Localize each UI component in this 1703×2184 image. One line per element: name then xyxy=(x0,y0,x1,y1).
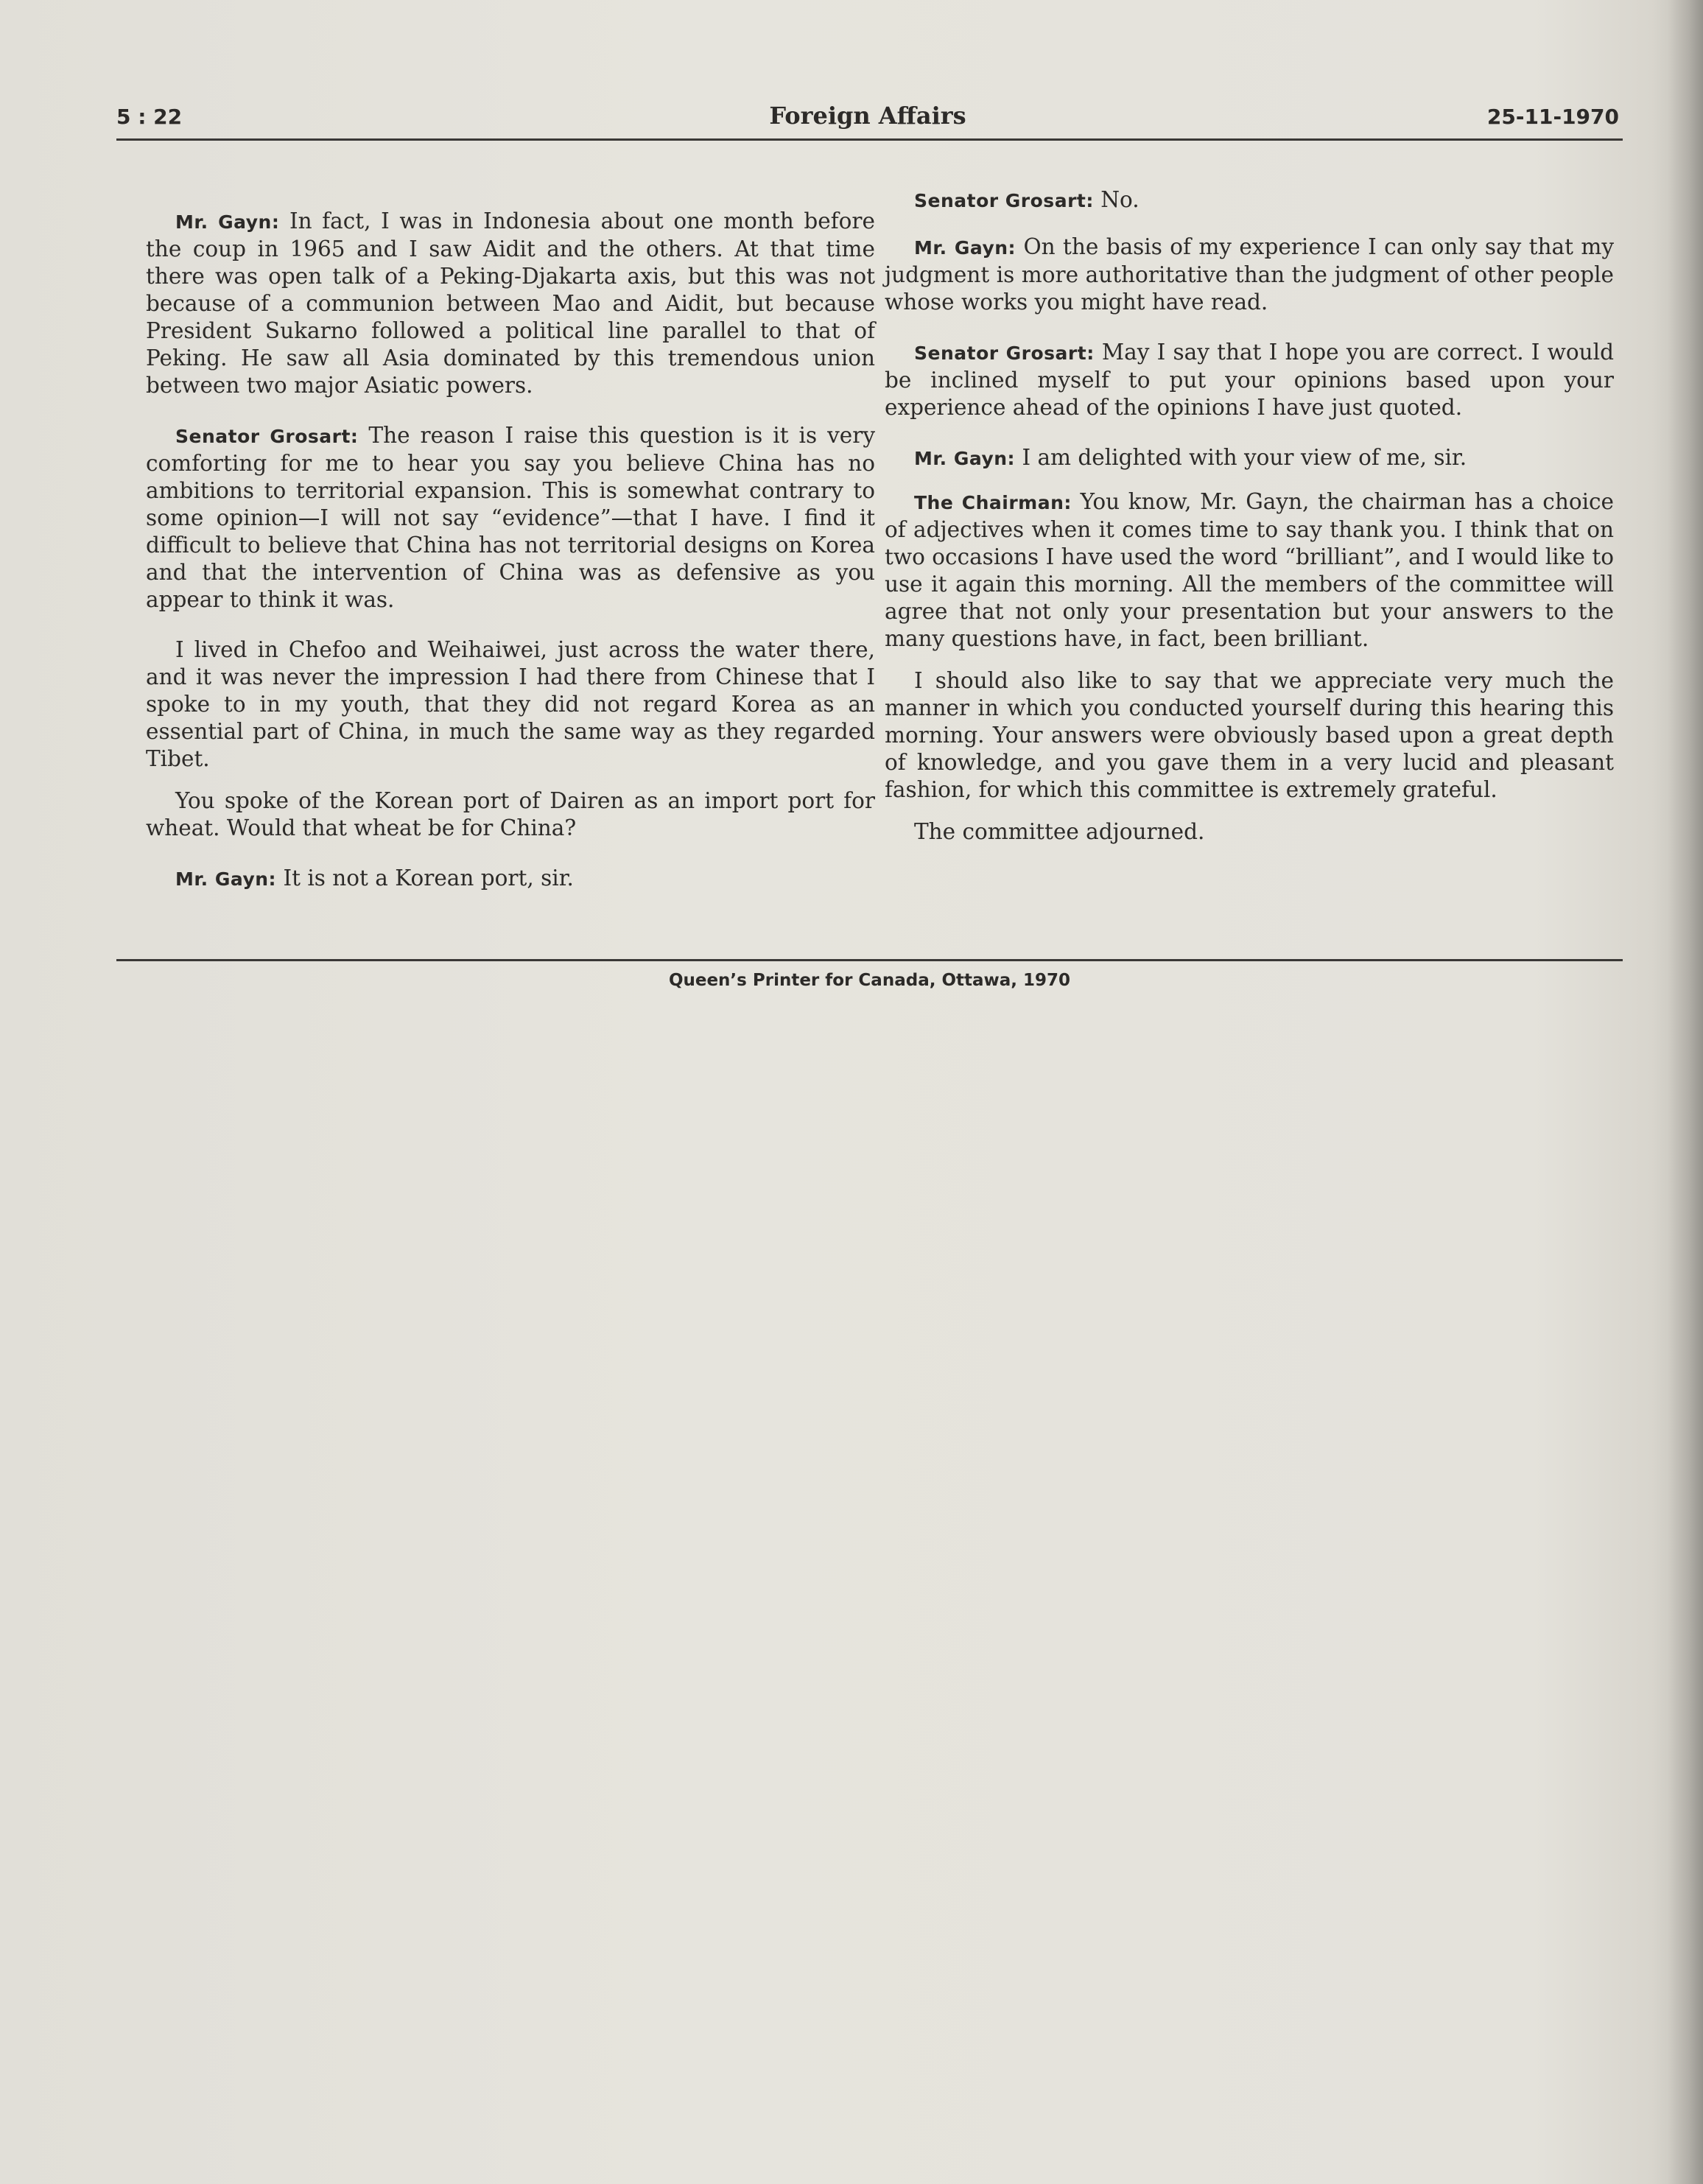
page-number: 5 : 22 xyxy=(116,105,183,129)
speaker-label: Senator Grosart: xyxy=(175,426,359,447)
paragraph-text: You know, Mr. Gayn, the chairman has a choice of adjectives when it comes time to say thank you. I think that on two occasions I have used the word “brilliant”, and I would like to use it again this morning. All the members of the committee will agree that not only your presentation but your answers to the many questions have, in fact, been brilliant. xyxy=(885,489,1615,651)
speaker-label: Mr. Gayn: xyxy=(914,448,1016,469)
publication-title: Foreign Affairs xyxy=(769,102,966,130)
paragraph-text: I should also like to say that we appreciate very much the manner in which you conducted yourself during this hearing this morning. Your answers were obviously based upon a great depth of knowledge, and you gave them in a very lucid and pleasant fashion, for which this committee is extremely grateful. xyxy=(885,668,1614,802)
paragraph-text: You spoke of the Korean port of Dairen as an import port for wheat. Would that wheat be for China? xyxy=(146,788,875,840)
paragraph xyxy=(885,818,1614,846)
speaker-label: Mr. Gayn: xyxy=(175,211,280,233)
paragraph-text: In fact, I was in Indonesia about one month before the coup in 1965 and I saw Aidit and the others. At that time there was open talk of a Peking-Djakarta axis, but this was not because of a communion between Mao and Aidit, but because President Sukarno followed a political line parallel to that of Peking. He saw all Asia dominated by this tremendous union between two major Asiatic powers. xyxy=(146,208,875,398)
paragraph-text: I am delighted with your view of me, sir. xyxy=(1015,445,1467,470)
speaker-label: Mr. Gayn: xyxy=(914,237,1016,259)
speaker-label: Senator Grosart: xyxy=(914,343,1095,364)
issue-date: 25-11-1970 xyxy=(1486,105,1619,129)
paragraph xyxy=(146,422,875,614)
header-rule xyxy=(116,138,1623,141)
footer-rule xyxy=(116,959,1623,961)
paragraph xyxy=(146,636,875,773)
paragraph xyxy=(885,186,1614,214)
printer-imprint: Queen’s Printer for Canada, Ottawa, 1970 xyxy=(668,971,1071,990)
paragraph xyxy=(146,208,875,399)
speaker-label: The Chairman: xyxy=(914,492,1072,513)
speaker-label: Senator Grosart: xyxy=(914,190,1094,211)
paragraph-text: The committee adjourned. xyxy=(914,819,1205,844)
paragraph-text: May I say that I hope you are correct. I would be inclined myself to put your opinions based upon your experience ahead of the opinions I have just quoted. xyxy=(885,340,1614,420)
paragraph xyxy=(146,787,875,842)
paragraph-text: No. xyxy=(1093,187,1140,212)
running-header xyxy=(116,102,1619,140)
paragraph-text: The reason I raise this question is it is very comforting for me to hear you say you believe China has no ambitions to territorial expansion. This is somewhat contrary to some opinion—I will not say “evidence”—that I have. I find it difficult to believe that China has not territorial designs on Korea and that the intervention of China was as defensive as you appear to think it was. xyxy=(146,423,875,612)
right-column xyxy=(885,186,1614,868)
paragraph xyxy=(885,234,1614,316)
paragraph xyxy=(885,488,1614,653)
paragraph-text: I lived in Chefoo and Weihaiwei, just across the water there, and it was never the impression I had there from Chinese that I spoke to in my youth, that they did not regard Korea as an essential part of China, in much the same way as they regarded Tibet. xyxy=(146,637,875,771)
paragraph-text: It is not a Korean port, sir. xyxy=(276,865,574,891)
paragraph xyxy=(885,444,1614,472)
speaker-label: Mr. Gayn: xyxy=(175,868,277,890)
paragraph-text: On the basis of my experience I can only say that my judgment is more authoritative than the judgment of other people whose works you might have read. xyxy=(885,234,1614,315)
show-through-text xyxy=(877,1046,1613,1930)
page-edge-shadow xyxy=(1668,0,1703,2184)
paragraph xyxy=(146,865,875,893)
paragraph xyxy=(885,339,1614,421)
paragraph xyxy=(885,667,1614,804)
left-column xyxy=(146,208,875,916)
